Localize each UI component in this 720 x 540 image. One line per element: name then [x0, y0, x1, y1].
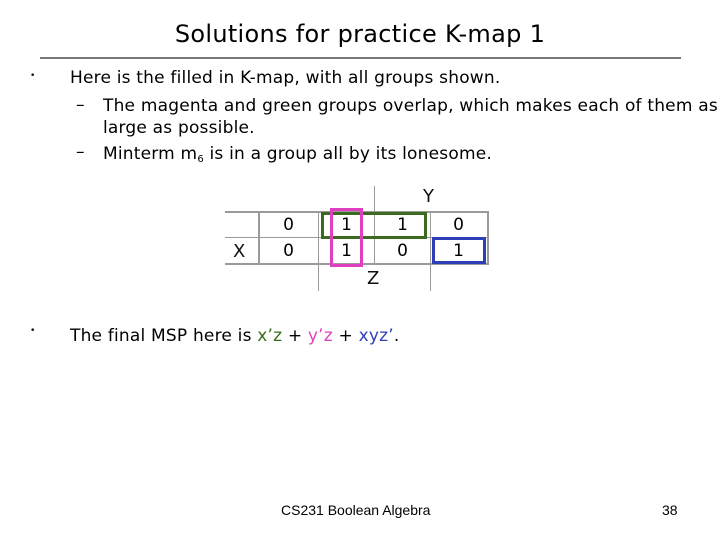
minterm-subscript: 6 — [197, 154, 204, 165]
green-group-outline — [321, 212, 427, 239]
kmap-cell: 1 — [453, 241, 464, 261]
kmap-cell: 0 — [397, 241, 408, 261]
sub-bullet-2-prefix: Minterm m — [103, 144, 198, 164]
kmap-gridline — [225, 211, 488, 213]
sub-bullet-1-line-1: The magenta and green groups overlap, which makes each of them as — [103, 96, 718, 116]
bullet-1-text: Here is the filled in K-map, with all groups shown. — [70, 68, 501, 88]
bullet-marker: • — [30, 71, 36, 81]
sub-bullet-2-text — [103, 144, 492, 170]
sub-bullet-2-suffix: is in a group all by its lonesome. — [203, 144, 492, 164]
kmap-cell: 0 — [283, 215, 294, 235]
msp-plus: + — [332, 326, 359, 346]
magenta-group-outline — [330, 208, 363, 267]
kmap-gridline — [225, 263, 488, 265]
kmap-cell: 1 — [397, 215, 408, 235]
kmap-gridline — [225, 237, 488, 238]
msp-end: . — [393, 326, 400, 346]
kmap-cell: 1 — [341, 241, 352, 261]
kmap-gridline — [258, 211, 260, 265]
sub-bullet-dash: – — [76, 142, 85, 162]
sub-bullet-1-line-2: large as possible. — [103, 118, 255, 138]
kmap-label-z: Z — [367, 268, 380, 289]
kmap-label-x: X — [233, 241, 246, 262]
page-number: 38 — [662, 502, 678, 518]
kmap-gridline — [487, 211, 489, 265]
kmap-gridline — [318, 211, 319, 291]
kmap-gridline — [430, 211, 431, 291]
msp-term-magenta: y’z — [307, 326, 333, 346]
kmap-gridline — [374, 186, 375, 265]
bullet-2-text — [70, 326, 399, 347]
kmap-label-y: Y — [423, 186, 434, 207]
kmap-cell: 0 — [283, 241, 294, 261]
kmap-cell: 0 — [453, 215, 464, 235]
footer-course: CS231 Boolean Algebra — [281, 502, 431, 518]
slide-title: Solutions for practice K-map 1 — [174, 20, 546, 48]
msp-term-green: x’z — [257, 326, 283, 346]
blue-group-outline — [432, 237, 486, 264]
msp-prefix: The final MSP here is — [70, 326, 258, 346]
msp-plus: + — [282, 326, 308, 346]
msp-term-blue: xyz’ — [358, 326, 394, 346]
kmap-cell: 1 — [341, 215, 352, 235]
bullet-marker: • — [30, 326, 36, 336]
sub-bullet-dash: – — [76, 95, 85, 115]
title-divider — [40, 57, 681, 59]
